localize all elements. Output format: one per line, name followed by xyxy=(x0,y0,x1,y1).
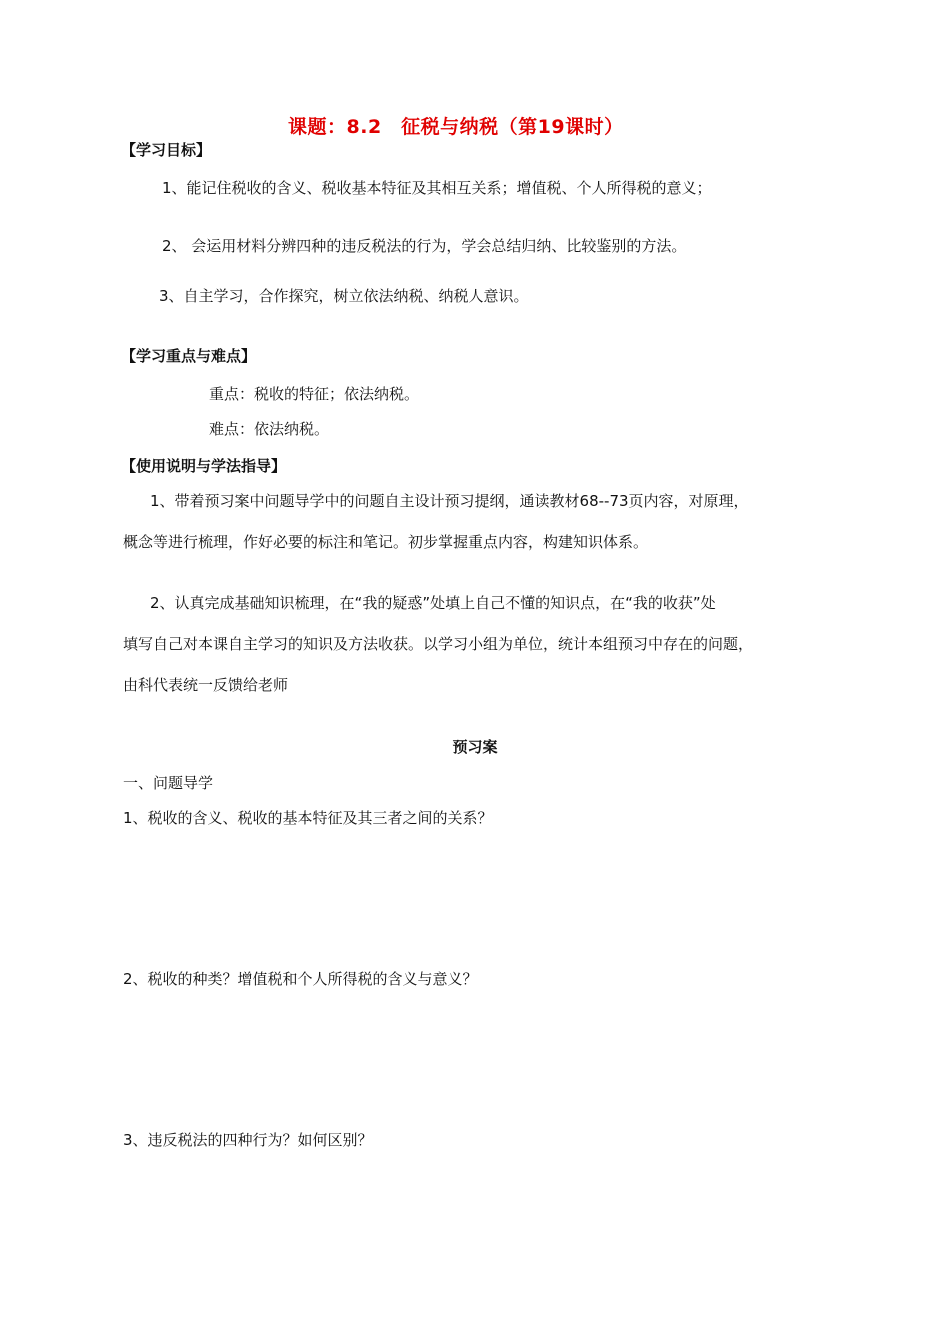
preview-heading: 预习案 xyxy=(452,738,498,756)
instruction-2-line-1: 2、认真完成基础知识梳理，在“我的疑惑”处填上自己不懂的知识点，在“我的收获”处 xyxy=(150,594,716,612)
goals-heading: 【学习目标】 xyxy=(121,141,212,159)
instruction-2-line-2: 填写自己对本课自主学习的知识及方法收获。以学习小组为单位，统计本组预习中存在的问题， xyxy=(123,635,754,653)
goal-item-1: 1、能记住税收的含义、税收基本特征及其相互关系；增值税、个人所得税的意义； xyxy=(162,179,712,197)
document-title: 课题：8.2 征税与纳税（第19课时） xyxy=(288,116,624,138)
instructions-heading: 【使用说明与学法指导】 xyxy=(121,457,287,475)
key-points-focus: 重点：税收的特征；依法纳税。 xyxy=(209,385,420,403)
key-points-heading: 【学习重点与难点】 xyxy=(121,347,257,365)
question-3: 3、违反税法的四种行为？如何区别？ xyxy=(123,1131,373,1149)
goal-item-2: 2、 会运用材料分辨四种的违反税法的行为，学会总结归纳、比较鉴别的方法。 xyxy=(162,237,687,255)
goal-item-3: 3、自主学习，合作探究，树立依法纳税、纳税人意识。 xyxy=(159,287,529,305)
question-2: 2、税收的种类？增值税和个人所得税的含义与意义？ xyxy=(123,970,478,988)
preview-section: 一、问题导学 xyxy=(123,774,214,792)
instruction-2-line-3: 由科代表统一反馈给老师 xyxy=(123,676,289,694)
instruction-1-line-2: 概念等进行梳理，作好必要的标注和笔记。初步掌握重点内容，构建知识体系。 xyxy=(123,533,649,551)
key-points-difficulty: 难点：依法纳税。 xyxy=(209,420,330,438)
question-1: 1、税收的含义、税收的基本特征及其三者之间的关系？ xyxy=(123,809,493,827)
instruction-1-line-1: 1、带着预习案中问题导学中的问题自主设计预习提纲，通读教材68--73页内容，对原理， xyxy=(150,492,749,510)
